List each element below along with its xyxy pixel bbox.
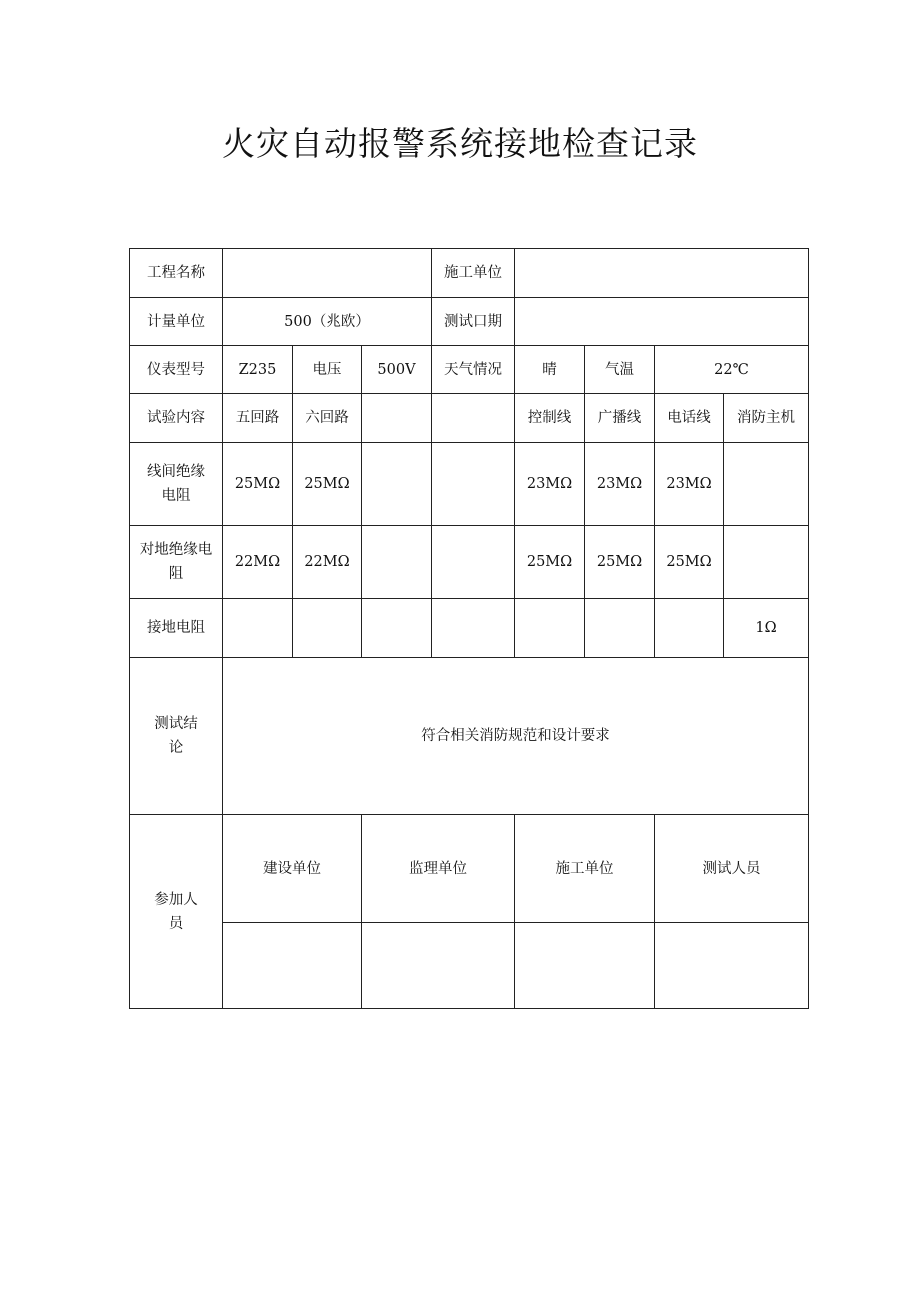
ground-insulation-value-8[interactable] [724, 526, 809, 599]
ground-insulation-value-1[interactable]: 22MΩ [223, 526, 293, 599]
line-insulation-value-4[interactable] [432, 443, 515, 526]
construction-unit-label: 施工单位 [432, 249, 515, 298]
ground-insulation-value-7[interactable]: 25MΩ [655, 526, 724, 599]
line-insulation-value-1[interactable]: 25MΩ [223, 443, 293, 526]
weather-value[interactable]: 晴 [515, 346, 585, 394]
row-measure-unit [130, 298, 809, 346]
ground-resistance-label: 接地电阻 [130, 599, 223, 658]
ground-insulation-value-4[interactable] [432, 526, 515, 599]
role-construction-owner: 建设单位 [223, 815, 362, 923]
measure-unit-value[interactable]: 500（兆欧） [223, 298, 432, 346]
instrument-model-label: 仪表型号 [130, 346, 223, 394]
signature-supervision[interactable] [362, 923, 515, 1009]
ground-insulation-label-line1: 对地绝缘电 [139, 542, 213, 558]
ground-resistance-value-6[interactable] [585, 599, 655, 658]
voltage-label: 电压 [293, 346, 362, 394]
ground-resistance-value-7[interactable] [655, 599, 724, 658]
conclusion-label-line2: 论 [168, 740, 184, 756]
measure-unit-label: 计量单位 [130, 298, 223, 346]
row-conclusion [130, 658, 809, 815]
row-test-items [130, 394, 809, 443]
signature-construction[interactable] [515, 923, 655, 1009]
row-project [130, 249, 809, 298]
test-item-col-2: 六回路 [293, 394, 362, 443]
project-name-value[interactable] [223, 249, 432, 298]
test-item-col-5: 控制线 [515, 394, 585, 443]
test-items-label: 试验内容 [130, 394, 223, 443]
grounding-inspection-table [129, 248, 809, 1009]
ground-resistance-value-1[interactable] [223, 599, 293, 658]
ground-resistance-value-3[interactable] [362, 599, 432, 658]
test-item-col-6: 广播线 [585, 394, 655, 443]
ground-resistance-value-2[interactable] [293, 599, 362, 658]
line-insulation-label-line2: 电阻 [161, 488, 191, 504]
ground-insulation-label-line2: 阻 [168, 566, 184, 582]
row-line-insulation [130, 443, 809, 526]
test-item-col-4 [432, 394, 515, 443]
participants-label [130, 815, 223, 1009]
test-item-col-3 [362, 394, 432, 443]
temperature-value[interactable]: 22℃ [655, 346, 809, 394]
line-insulation-value-3[interactable] [362, 443, 432, 526]
line-insulation-value-6[interactable]: 23MΩ [585, 443, 655, 526]
test-date-value[interactable] [515, 298, 809, 346]
page-title: 火灾自动报警系统接地检查记录 [222, 124, 698, 163]
row-ground-resistance [130, 599, 809, 658]
role-construction: 施工单位 [515, 815, 655, 923]
ground-resistance-value-8[interactable]: 1Ω [724, 599, 809, 658]
row-instrument [130, 346, 809, 394]
ground-resistance-value-4[interactable] [432, 599, 515, 658]
participants-label-line2: 员 [168, 915, 184, 932]
row-participants-roles [130, 815, 809, 923]
line-insulation-value-7[interactable]: 23MΩ [655, 443, 724, 526]
line-insulation-value-2[interactable]: 25MΩ [293, 443, 362, 526]
ground-insulation-value-2[interactable]: 22MΩ [293, 526, 362, 599]
test-item-col-7: 电话线 [655, 394, 724, 443]
project-name-label: 工程名称 [130, 249, 223, 298]
conclusion-text[interactable]: 符合相关消防规范和设计要求 [223, 658, 809, 815]
signature-tester[interactable] [655, 923, 809, 1009]
role-supervision: 监理单位 [362, 815, 515, 923]
line-insulation-label [130, 443, 223, 526]
test-item-col-8: 消防主机 [724, 394, 809, 443]
construction-unit-value[interactable] [515, 249, 809, 298]
temperature-label: 气温 [585, 346, 655, 394]
test-date-label: 测试口期 [432, 298, 515, 346]
ground-insulation-value-5[interactable]: 25MΩ [515, 526, 585, 599]
ground-insulation-value-3[interactable] [362, 526, 432, 599]
role-tester: 测试人员 [655, 815, 809, 923]
conclusion-label-line1: 测试结 [154, 716, 198, 732]
instrument-model-value[interactable]: Z235 [223, 346, 293, 394]
weather-label: 天气情况 [432, 346, 515, 394]
ground-insulation-value-6[interactable]: 25MΩ [585, 526, 655, 599]
row-participants-signatures [130, 923, 809, 1009]
signature-construction-owner[interactable] [223, 923, 362, 1009]
line-insulation-value-8[interactable] [724, 443, 809, 526]
voltage-value[interactable]: 500V [362, 346, 432, 394]
test-item-col-1: 五回路 [223, 394, 293, 443]
conclusion-label [130, 658, 223, 815]
participants-label-line1: 参加人 [154, 891, 198, 908]
ground-resistance-value-5[interactable] [515, 599, 585, 658]
ground-insulation-label [130, 526, 223, 599]
row-ground-insulation [130, 526, 809, 599]
line-insulation-label-line1: 线间绝缘 [147, 464, 205, 480]
line-insulation-value-5[interactable]: 23MΩ [515, 443, 585, 526]
